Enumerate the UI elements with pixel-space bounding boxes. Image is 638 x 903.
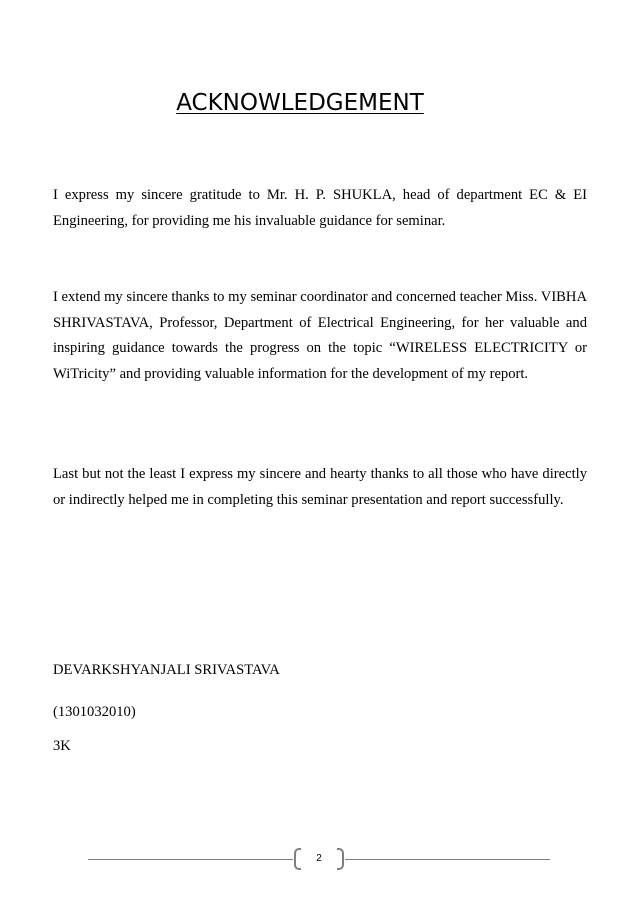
- footer-bracket-right: [337, 848, 344, 870]
- footer-rule-left: [88, 859, 293, 860]
- author-roll-number: (1301032010): [53, 704, 136, 720]
- paragraph-gratitude: I express my sincere gratitude to Mr. H. P. SHUKLA, head of department EC & EI Engineering, for providing me his invaluable guidance for seminar.: [53, 187, 587, 229]
- footer-bracket-left: [294, 848, 301, 870]
- paragraph-thanks-coordinator: I extend my sincere thanks to my seminar coordinator and concerned teacher Miss. VIBHA SHRIVASTAVA, Professor, Department of Electrical Engineering, for her valuable and inspiring guidance towards the progress on the topic “WIRELESS ELECTRICITY or WiTricity” and providing valuable information for the development of my report.: [53, 289, 587, 382]
- author-class: 3K: [53, 738, 71, 754]
- author-name: DEVARKSHYANJALI SRIVASTAVA: [53, 662, 280, 678]
- paragraph-final-thanks: Last but not the least I express my sincere and hearty thanks to all those who have directly or indirectly helped me in completing this seminar presentation and report successfully.: [53, 466, 587, 508]
- page-number: 2: [316, 853, 322, 864]
- footer-rule-right: [345, 859, 550, 860]
- page-title: ACKNOWLEDGEMENT: [176, 90, 424, 116]
